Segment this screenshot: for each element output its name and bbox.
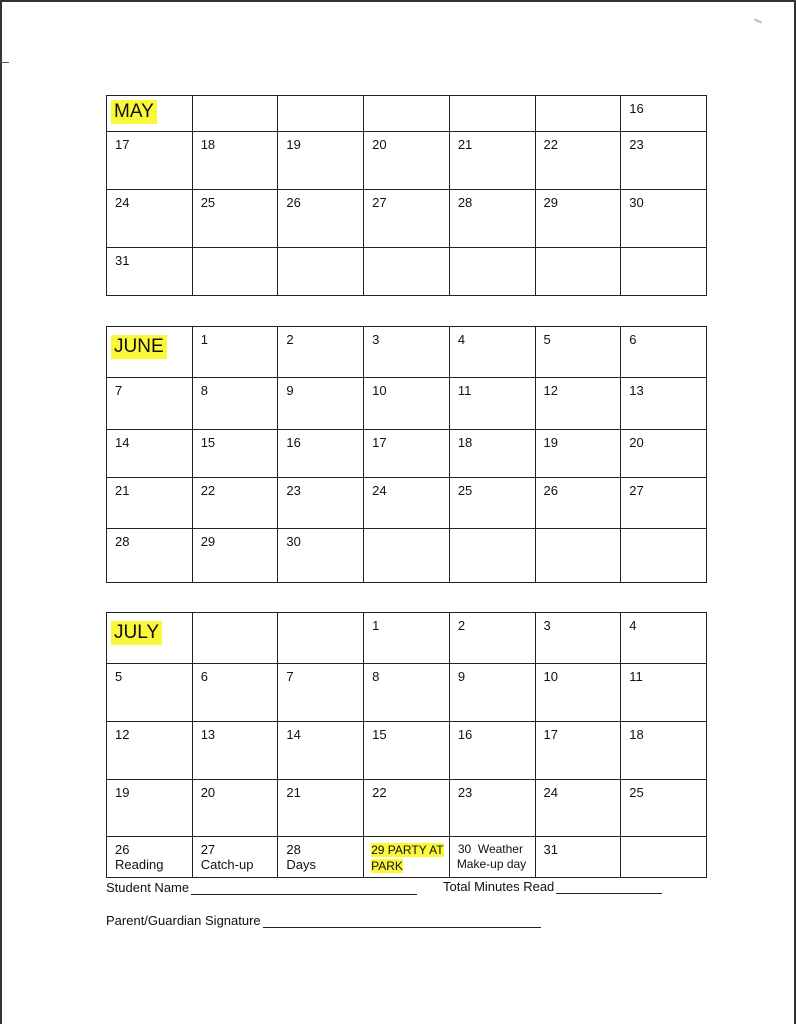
day-cell: [278, 378, 364, 430]
day-cell: [449, 248, 535, 296]
day-cell: [449, 190, 535, 248]
weather-note: Make-up day: [456, 857, 527, 871]
day-number: 27: [372, 195, 387, 210]
day-cell: [278, 529, 364, 583]
day-number: 17: [115, 137, 130, 152]
day-number: 22: [372, 785, 387, 800]
day-number: 16: [629, 101, 644, 116]
day-number: 6: [629, 332, 637, 347]
day-cell: [535, 132, 621, 190]
day-cell: [621, 478, 707, 529]
day-number: 2: [286, 332, 294, 347]
day-cell: [449, 664, 535, 722]
day-cell: [192, 780, 278, 837]
day-cell: [192, 96, 278, 132]
day-cell: [449, 613, 535, 664]
day-cell: [535, 664, 621, 722]
month-label-july: JULY: [111, 621, 162, 645]
student-name-field[interactable]: [191, 893, 417, 895]
calendar-row: [107, 613, 707, 664]
day-number: 21: [286, 785, 301, 800]
signature-row: [106, 913, 541, 928]
day-cell: [535, 190, 621, 248]
day-number: 20: [629, 435, 644, 450]
day-number: 19: [543, 435, 558, 450]
day-cell: [621, 837, 707, 878]
day-cell: [192, 248, 278, 296]
day-cell: [364, 780, 450, 837]
calendar-row: [107, 837, 707, 878]
signature-label: Parent/Guardian Signature: [106, 913, 261, 928]
day-number: 1: [372, 618, 380, 633]
day-cell: [278, 722, 364, 780]
day-number: 26: [286, 195, 301, 210]
july-calendar: [106, 612, 707, 878]
day-cell: [278, 132, 364, 190]
day-number: 5: [543, 332, 551, 347]
month-cell: [107, 327, 193, 378]
day-number: 22: [200, 483, 216, 498]
weather-cell: [449, 837, 535, 878]
month-label-may: MAY: [111, 100, 157, 124]
day-cell: [364, 327, 450, 378]
day-cell: [364, 132, 450, 190]
calendar-row: [107, 190, 707, 248]
day-cell: [107, 837, 193, 878]
day-number: 14: [286, 727, 301, 742]
calendar-row: [107, 327, 707, 378]
day-number: [278, 613, 363, 618]
calendar-row: [107, 132, 707, 190]
calendar-row: [107, 378, 707, 430]
day-number: 28: [115, 534, 130, 549]
day-cell: [449, 132, 535, 190]
day-cell: [621, 190, 707, 248]
day-number: 7: [115, 383, 123, 398]
signature-field[interactable]: [263, 926, 541, 928]
month-cell: [107, 613, 193, 664]
day-number: 19: [115, 785, 130, 800]
day-number: 20: [200, 785, 216, 800]
day-cell: [192, 190, 278, 248]
day-number: 3: [543, 618, 551, 633]
day-number: 11: [457, 383, 472, 398]
day-cell: [107, 190, 193, 248]
day-cell: [535, 327, 621, 378]
day-number: 24: [543, 785, 558, 800]
day-number: 18: [200, 137, 216, 152]
day-cell: [621, 664, 707, 722]
day-cell: [192, 529, 278, 583]
day-number: 16: [457, 727, 473, 742]
day-cell: [278, 837, 364, 878]
day-cell: [364, 248, 450, 296]
day-cell: [278, 190, 364, 248]
day-number: 21: [457, 137, 473, 152]
day-cell: [107, 132, 193, 190]
day-number: 29: [543, 195, 558, 210]
day-cell: [364, 190, 450, 248]
day-cell: [364, 96, 450, 132]
day-cell: [192, 478, 278, 529]
day-cell: [449, 478, 535, 529]
day-cell: [621, 378, 707, 430]
day-number: 3: [372, 332, 380, 347]
day-cell: [535, 248, 621, 296]
day-cell: [278, 478, 364, 529]
day-number: 6: [200, 669, 208, 684]
day-number: 8: [200, 383, 208, 398]
day-cell: [621, 430, 707, 478]
day-cell: [535, 780, 621, 837]
day-cell: [278, 327, 364, 378]
day-number: 30: [286, 534, 301, 549]
day-number: 23: [629, 137, 644, 152]
day-number: 2: [457, 618, 466, 633]
day-cell: [535, 430, 621, 478]
day-number: 23: [457, 785, 473, 800]
day-cell: [449, 780, 535, 837]
day-cell: [192, 430, 278, 478]
day-cell: [621, 248, 707, 296]
day-number: [450, 96, 535, 101]
day-number: [278, 248, 363, 253]
day-number: [536, 96, 621, 101]
weather-label: 30 Weather: [457, 842, 523, 856]
day-number: 30: [629, 195, 644, 210]
day-cell: [621, 132, 707, 190]
month-cell: [107, 96, 193, 132]
day-number: 14: [115, 435, 130, 450]
day-number: 25: [629, 785, 644, 800]
day-note: Reading: [115, 857, 164, 872]
day-number: 10: [372, 383, 387, 398]
day-number: 28: [457, 195, 473, 210]
calendar-row: [107, 722, 707, 780]
june-calendar: [106, 326, 707, 583]
day-cell: [107, 780, 193, 837]
day-number: 10: [543, 669, 558, 684]
day-number: 18: [629, 727, 644, 742]
day-cell: [192, 132, 278, 190]
day-number: 9: [286, 383, 294, 398]
day-number: [621, 248, 706, 253]
day-cell: [192, 378, 278, 430]
day-number: [536, 529, 621, 534]
calendar-row: [107, 430, 707, 478]
calendar-row: [107, 780, 707, 837]
day-cell: [364, 430, 450, 478]
day-number: 18: [457, 435, 473, 450]
total-minutes-field[interactable]: [556, 892, 662, 894]
calendar-row: [107, 96, 707, 132]
day-number: 20: [372, 137, 387, 152]
day-number: 26: [115, 842, 130, 857]
day-cell: [278, 248, 364, 296]
day-cell: [107, 378, 193, 430]
day-number: 5: [115, 669, 123, 684]
calendar-row: [107, 529, 707, 583]
day-number: 1: [200, 332, 208, 347]
day-cell: [192, 327, 278, 378]
student-name-row: [106, 880, 417, 895]
day-cell: [449, 378, 535, 430]
day-cell: [364, 613, 450, 664]
day-cell: [278, 613, 364, 664]
day-number: 17: [543, 727, 558, 742]
day-number: 25: [200, 195, 216, 210]
day-number: 19: [286, 137, 301, 152]
day-number: [536, 248, 621, 253]
day-cell: [192, 722, 278, 780]
day-number: 29: [200, 534, 216, 549]
day-cell: [278, 430, 364, 478]
day-number: 17: [372, 435, 387, 450]
party-label: 29 PARTY AT: [371, 843, 444, 857]
calendar-row: [107, 664, 707, 722]
day-cell: [449, 96, 535, 132]
day-cell: [621, 613, 707, 664]
day-number: [450, 248, 535, 253]
day-number: [193, 613, 278, 618]
day-cell: [364, 378, 450, 430]
may-calendar: [106, 95, 707, 296]
day-cell: [107, 430, 193, 478]
day-cell: [107, 478, 193, 529]
day-number: [364, 529, 449, 534]
day-number: 16: [286, 435, 301, 450]
day-cell: [364, 478, 450, 529]
day-number: 4: [457, 332, 466, 347]
day-cell: [364, 664, 450, 722]
day-note: Catch-up: [200, 857, 254, 872]
day-number: 26: [543, 483, 558, 498]
calendar-row: [107, 478, 707, 529]
day-cell: [449, 722, 535, 780]
day-number: [364, 248, 449, 253]
day-number: 13: [200, 727, 216, 742]
day-cell: [192, 664, 278, 722]
margin-mark: [0, 62, 9, 63]
day-number: 9: [457, 669, 466, 684]
day-number: [278, 96, 363, 101]
day-number: [621, 529, 706, 534]
calendar-row: [107, 248, 707, 296]
day-number: [364, 96, 449, 101]
day-cell: [278, 96, 364, 132]
day-cell: [535, 378, 621, 430]
day-cell: [621, 780, 707, 837]
day-number: 7: [286, 669, 294, 684]
day-cell: [621, 327, 707, 378]
day-cell: [449, 327, 535, 378]
day-number: 24: [115, 195, 130, 210]
day-cell: [535, 722, 621, 780]
day-number: [193, 96, 278, 101]
day-cell: [278, 780, 364, 837]
day-number: 27: [200, 842, 216, 857]
day-cell: [535, 529, 621, 583]
day-cell: [535, 96, 621, 132]
total-minutes-row: [443, 879, 662, 894]
total-minutes-label: Total Minutes Read: [443, 879, 555, 894]
day-number: [450, 529, 535, 534]
day-number: 15: [372, 727, 387, 742]
day-number: 22: [543, 137, 558, 152]
student-name-label: Student Name: [106, 880, 190, 895]
day-cell: [107, 529, 193, 583]
day-number: 31: [543, 842, 558, 857]
day-cell: [535, 613, 621, 664]
day-cell: [107, 664, 193, 722]
day-number: 25: [457, 483, 473, 498]
day-number: 24: [372, 483, 387, 498]
day-cell: [449, 529, 535, 583]
day-number: 8: [372, 669, 380, 684]
day-number: 15: [200, 435, 216, 450]
day-number: 11: [629, 669, 643, 684]
party-cell: [364, 837, 450, 878]
day-cell: [278, 664, 364, 722]
day-number: 21: [115, 483, 130, 498]
day-cell: [449, 430, 535, 478]
day-number: 12: [543, 383, 558, 398]
day-number: 13: [629, 383, 644, 398]
day-cell: [621, 529, 707, 583]
day-number: 28: [286, 842, 301, 857]
day-number: [193, 248, 278, 253]
day-note: Days: [286, 857, 317, 872]
day-cell: [107, 248, 193, 296]
day-cell: [621, 96, 707, 132]
day-number: 31: [115, 253, 130, 268]
party-location: PARK: [371, 859, 403, 873]
day-cell: [535, 478, 621, 529]
day-cell: [364, 722, 450, 780]
day-cell: [364, 529, 450, 583]
day-cell: [621, 722, 707, 780]
day-cell: [535, 837, 621, 878]
day-number: 23: [286, 483, 301, 498]
month-label-june: JUNE: [111, 335, 167, 359]
day-cell: [192, 613, 278, 664]
day-number: 4: [629, 618, 637, 633]
day-number: 12: [115, 727, 130, 742]
day-cell: [107, 722, 193, 780]
day-number: 27: [629, 483, 644, 498]
day-cell: [192, 837, 278, 878]
